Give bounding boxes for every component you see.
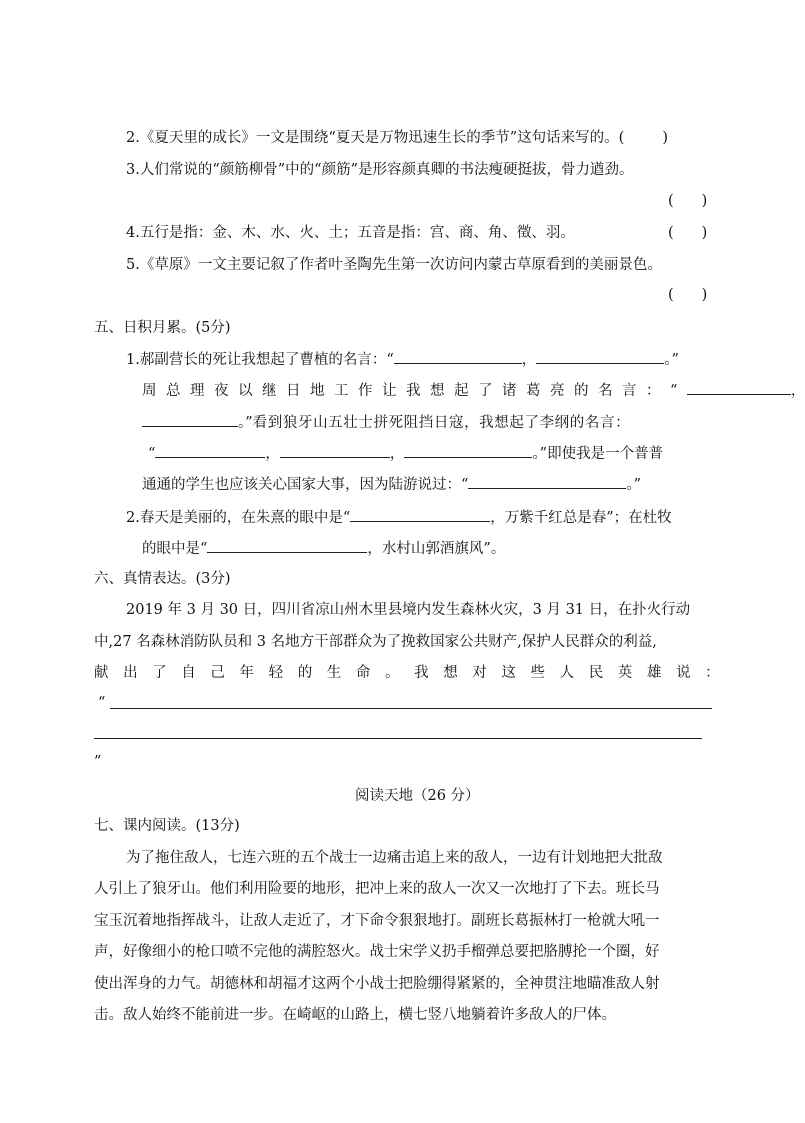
answer-paren-4[interactable]: ( )	[668, 225, 708, 241]
passage-line-1: 为了拖住敌人，七连六班的五个战士一边痛击追上来的敌人，一边有计划地把大批敌	[126, 850, 663, 866]
blank-1[interactable]	[394, 349, 522, 364]
answer-paren-5[interactable]: ( )	[668, 287, 708, 303]
blank-4[interactable]	[142, 412, 238, 427]
judge-item-4-text: 4.五行是指：金、木、水、火、土；五音是指：宫、商、角、徵、羽。	[126, 225, 575, 241]
section-6-title: 六、真情表达。(3分)	[94, 571, 231, 587]
judge-item-2	[126, 128, 668, 148]
s5-q2-line1: 2.春天是美丽的，在朱熹的眼中是“ ，万紫千红总是春”；在杜牧	[126, 507, 672, 528]
judge-item-3-text: 3.人们常说的“颜筋柳骨”中的“颜筋”是形容颜真卿的书法瘦硬挺拔，骨力遒劲。	[126, 162, 634, 178]
judge-item-3	[126, 160, 633, 180]
blank-7[interactable]	[404, 443, 532, 458]
s6-paragraph-line2: 中,27 名森林消防队员和 3 名地方干部群众为了挽救国家公共财产,保护人民群众的利益,	[94, 634, 657, 650]
writing-line-2[interactable]	[94, 738, 702, 739]
s6-close-quote: ”	[94, 754, 102, 770]
judge-item-5-text: 5.《草原》一文主要记叙了作者叶圣陶先生第一次访问内蒙古草原看到的美丽景色。	[126, 257, 662, 273]
passage-line-2: 人引上了狼牙山。他们利用险要的地形，把冲上来的敌人一次又一次地打了下去。班长马	[94, 881, 660, 897]
judge-item-2-text: 2.《夏天里的成长》一文是围绕“夏天是万物迅速生长的季节”这句话来写的。(	[126, 130, 625, 146]
s5-q1-line5: 通通的学生也应该关心国家大事，因为陆游说过：“ 。”	[142, 474, 641, 495]
blank-10[interactable]	[207, 538, 367, 553]
s5-q1-line1: 1.郝副营长的死让我想起了曹植的名言：“ ， 。”	[126, 349, 679, 370]
s6-paragraph-line1: 2019 年 3 月 30 日，四川省凉山州木里县境内发生森林火灾，3 月 31 日，在扑火行动	[126, 602, 691, 618]
s6-open-quote: “	[98, 695, 106, 711]
judge-item-4	[126, 223, 575, 243]
s5-q1-line4: “ ， ， 。”即使我是一个普普	[148, 443, 663, 464]
section-7-title: 七、课内阅读。(13分)	[94, 818, 240, 834]
judge-item-5	[126, 255, 662, 275]
s5-q1-line3: 。”看到狼牙山五壮士拼死阻挡日寇，我想起了李纲的名言：	[142, 412, 630, 433]
passage-line-5: 使出浑身的力气。胡德林和胡福才这两个小战士把脸绷得紧紧的，全神贯注地瞄准敌人射	[94, 976, 660, 992]
reading-section-heading: 阅读天地（26 分）	[355, 788, 480, 804]
writing-line-1[interactable]	[110, 708, 712, 709]
s5-q1-line2: 周总理夜以继日地工作让我想起了诸葛亮的名言：“ ，	[142, 380, 805, 401]
blank-5[interactable]	[155, 443, 265, 458]
passage-line-4: 声，好像细小的枪口喷不完他的满腔怒火。战士宋学义扔手榴弹总要把胳膊抡一个圈，好	[94, 944, 660, 960]
blank-8[interactable]	[468, 474, 626, 489]
passage-line-6: 击。敌人始终不能前进一步。在崎岖的山路上，横七竖八地躺着许多敌人的尸体。	[94, 1007, 616, 1023]
blank-2[interactable]	[536, 349, 664, 364]
section-5-title: 五、日积月累。(5分)	[94, 320, 231, 336]
blank-3[interactable]	[687, 380, 791, 395]
blank-9[interactable]	[350, 507, 490, 522]
s6-paragraph-line3: 献出了自己年轻的生命。我想对这些人民英雄说：	[94, 665, 735, 681]
passage-line-3: 宝玉沉着地指挥战斗，让敌人走近了，才下命令狠狠地打。副班长葛振林打一枪就大吼一	[94, 913, 660, 929]
answer-paren-close: )	[662, 130, 668, 146]
blank-6[interactable]	[280, 443, 390, 458]
s5-q2-line2: 的眼中是“ ，水村山郭酒旗风”。	[142, 538, 505, 559]
answer-paren-3[interactable]: ( )	[668, 193, 708, 209]
